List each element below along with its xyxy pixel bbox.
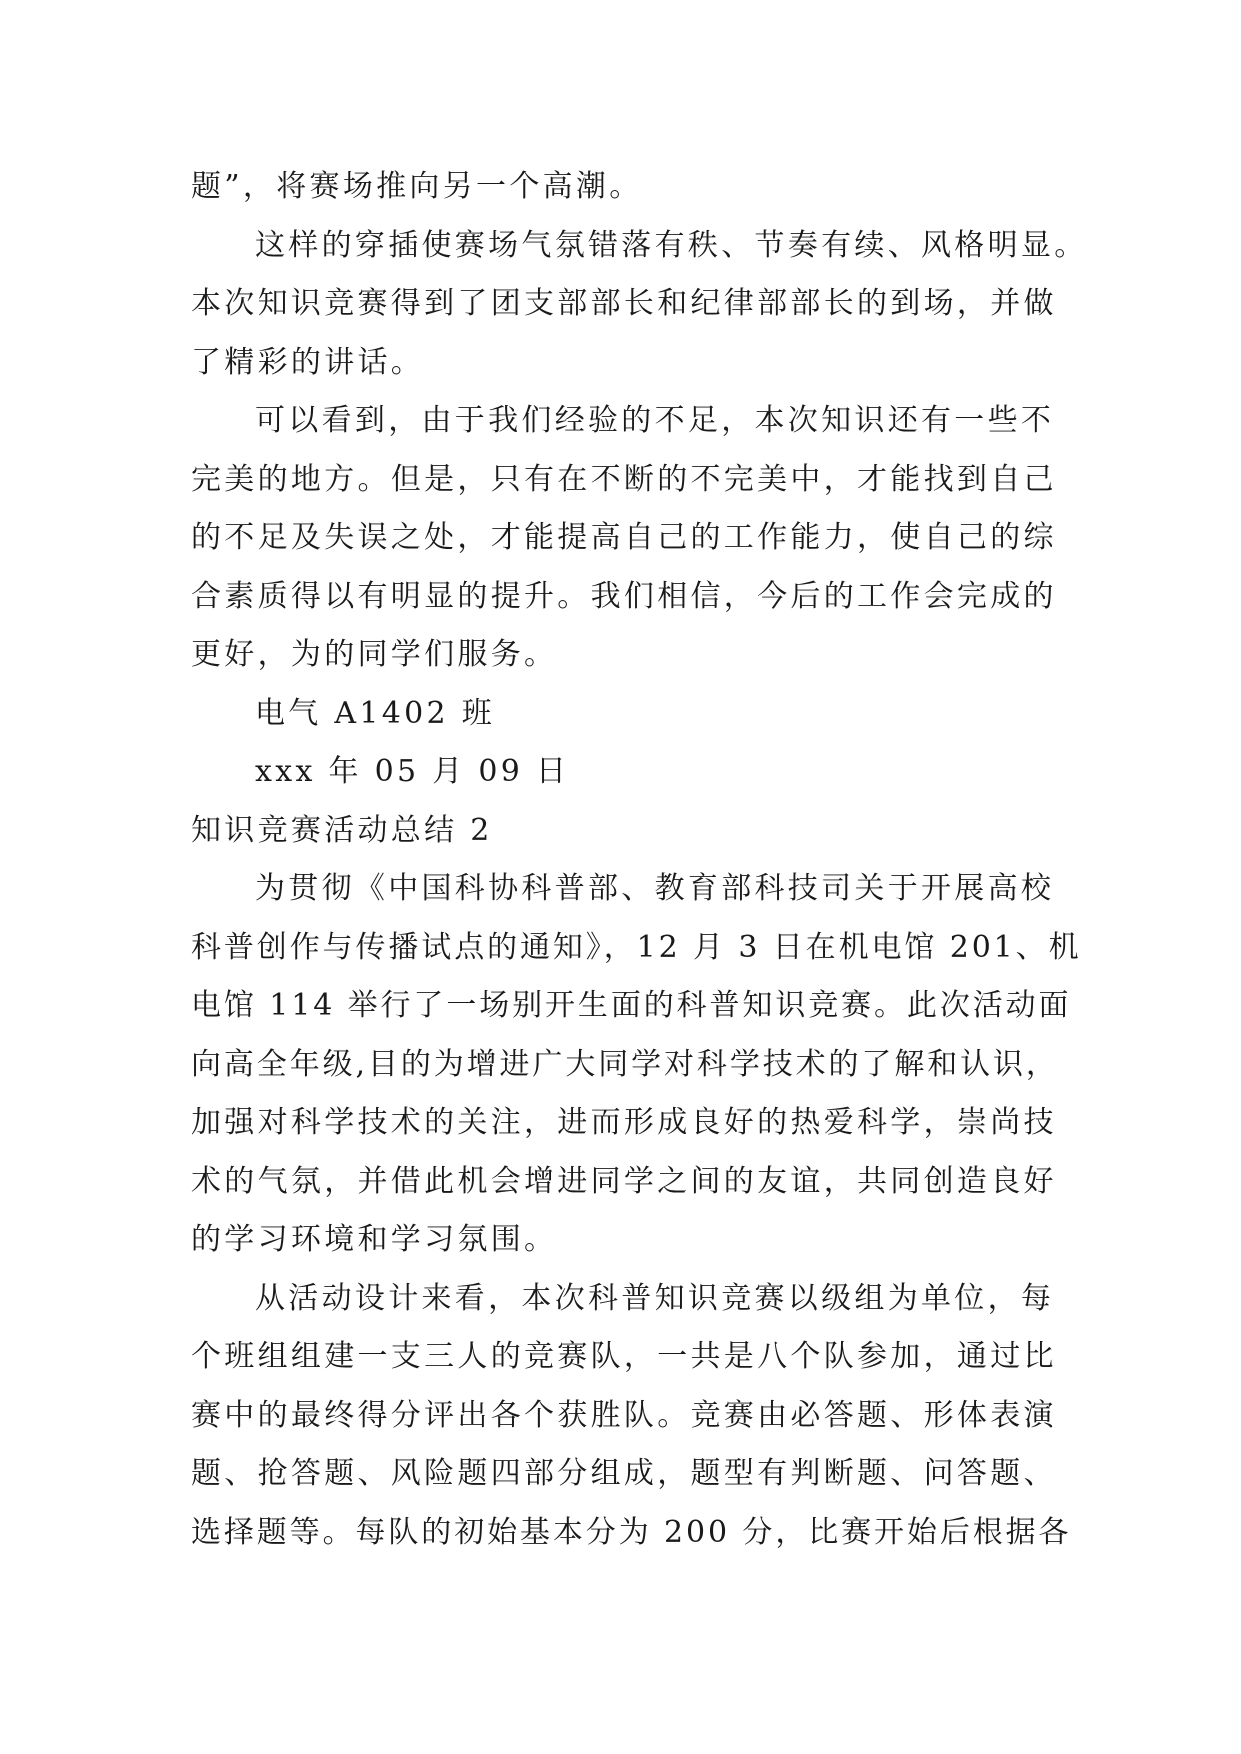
text-line: 题、抢答题、风险题四部分组成，题型有判断题、问答题、 [191, 1456, 1057, 1491]
text-line: 合素质得以有明显的提升。我们相信，今后的工作会完成的 [191, 578, 1057, 614]
text-line: 电馆 114 举行了一场别开生面的科普知识竞赛。此次活动面 [191, 988, 1072, 1023]
paragraph-start-line: 可以看到，由于我们经验的不足，本次知识还有一些不 [255, 403, 1055, 438]
text-line: 向高全年级,目的为增进广大同学对科学技术的了解和认识， [191, 1046, 1059, 1082]
text-line: 的不足及失误之处，才能提高自己的工作能力，使自己的综 [191, 520, 1057, 555]
text-line: 题”，将赛场推向另一个高潮。 [191, 169, 643, 204]
paragraph-start-line: 为贯彻《中国科协科普部、教育部科技司关于开展高校 [255, 871, 1055, 906]
signature-date: xxx 年 05 月 09 日 [255, 754, 570, 789]
paragraph-start-line: 从活动设计来看，本次科普知识竞赛以级组为单位，每 [255, 1280, 1055, 1316]
text-line: 术的气氛，并借此机会增进同学之间的友谊，共同创造良好 [191, 1163, 1057, 1199]
text-line: 选择题等。每队的初始基本分为 200 分，比赛开始后根据各 [191, 1514, 1072, 1550]
section-title: 知识竞赛活动总结 2 [191, 812, 493, 848]
text-line: 了精彩的讲话。 [191, 344, 425, 380]
document-body [191, 158, 1088, 1562]
text-line: 赛中的最终得分评出各个获胜队。竞赛由必答题、形体表演 [191, 1397, 1057, 1433]
text-line: 个班组组建一支三人的竞赛队，一共是八个队参加，通过比 [191, 1339, 1057, 1374]
text-line: 更好，为的同学们服务。 [191, 637, 558, 672]
text-line: 本次知识竞赛得到了团支部部长和纪律部部长的到场，并做 [191, 286, 1057, 321]
text-line: 加强对科学技术的关注，进而形成良好的热爱科学，崇尚技 [191, 1105, 1057, 1140]
paragraph-start-line: 这样的穿插使赛场气氛错落有秩、节奏有续、风格明显。 [255, 227, 1088, 263]
text-line: 完美的地方。但是，只有在不断的不完美中，才能找到自己 [191, 461, 1057, 497]
text-line: 的学习环境和学习氛围。 [191, 1222, 558, 1257]
text-line: 科普创作与传播试点的通知》，12 月 3 日在机电馆 201、机 [191, 929, 1082, 965]
signature-class: 电气 A1402 班 [255, 695, 496, 731]
